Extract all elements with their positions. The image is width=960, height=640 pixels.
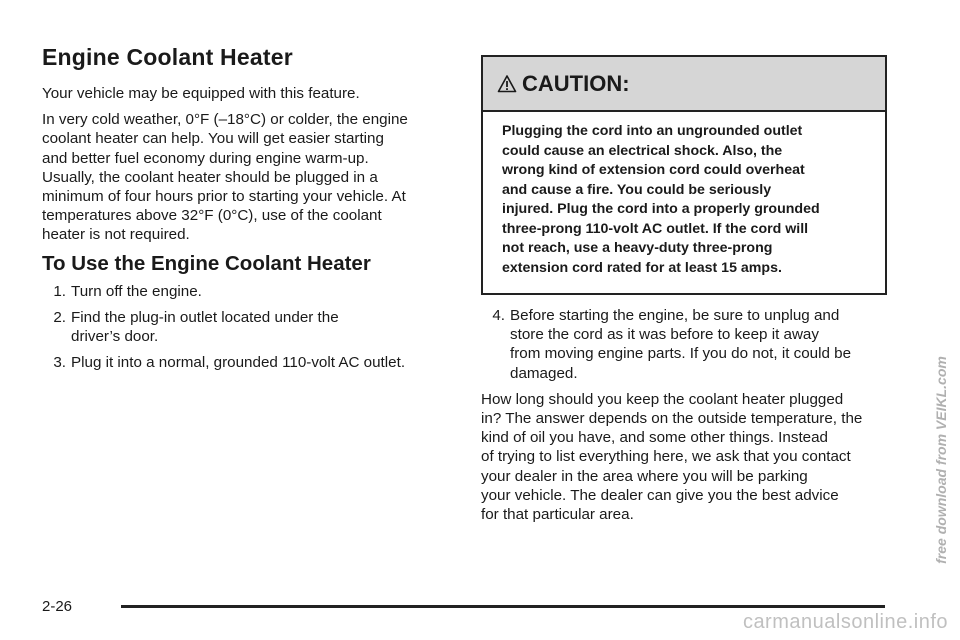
footer-rule	[121, 605, 885, 608]
warning-triangle-icon	[497, 74, 517, 94]
list-item	[42, 308, 442, 346]
step-text: Before starting the engine, be sure to unplug and store the cord as it was before to keep it away from moving engine parts. If you do not, it could be damaged.	[510, 307, 852, 382]
right-column	[481, 306, 887, 531]
caution-header	[483, 57, 885, 112]
caution-box	[481, 55, 887, 295]
step-number: 3.	[53, 354, 66, 372]
step-number: 4.	[492, 307, 505, 324]
watermark-text: free download from VEIKL.com	[933, 356, 949, 564]
list-item	[42, 282, 442, 301]
intro-paragraph: Your vehicle may be equipped with this feature.	[42, 85, 360, 102]
cold-weather-paragraph: In very cold weather, 0°F (–18°C) or colder, the engine coolant heater can help. You will get easier starting and better fuel economy during engine warm-up. Usually, the coolant heater should be plugged in a minimum of four hours prior to starting your vehicle. At temperatures above 32°F (0°C), use of the coolant heater is not required.	[42, 111, 408, 244]
caution-text: Plugging the cord into an ungrounded outlet could cause an electrical shock. Also, the wrong kind of extension cord could overheat and cause a fire. You could be seriously injured. Plug the cord into a properly grounded three-prong 110-volt AC outlet. If the cord will not reach, use a heavy-duty three-prong extension cord rated for at least 15 amps.	[502, 123, 820, 276]
caution-title: CAUTION:	[522, 70, 630, 96]
step-number: 1.	[53, 282, 66, 300]
duration-paragraph: How long should you keep the coolant heater plugged in? The answer depends on the outside temperature, the kind of oil you have, and some other things. Instead of trying to list everything here, we ask that you contact your dealer in the area where you will be parking your vehicle. The dealer can give you the best advice for that particular area.	[481, 390, 863, 524]
page-title: Engine Coolant Heater	[42, 44, 293, 70]
list-item	[42, 353, 442, 372]
steps-list	[42, 282, 442, 373]
site-footer: carmanualsonline.info	[742, 611, 948, 633]
list-item	[481, 306, 887, 383]
watermark	[928, 340, 954, 580]
page-number: 2-26	[42, 598, 73, 615]
step-text: Plug it into a normal, grounded 110-volt AC outlet.	[71, 354, 406, 372]
left-column	[42, 84, 442, 379]
section-title: To Use the Engine Coolant Heater	[42, 251, 371, 275]
steps-list-continued	[481, 306, 887, 383]
step-text: Turn off the engine.	[71, 282, 202, 300]
step-number: 2.	[53, 308, 66, 326]
step-text: Find the plug-in outlet located under the driver’s door.	[71, 308, 339, 346]
